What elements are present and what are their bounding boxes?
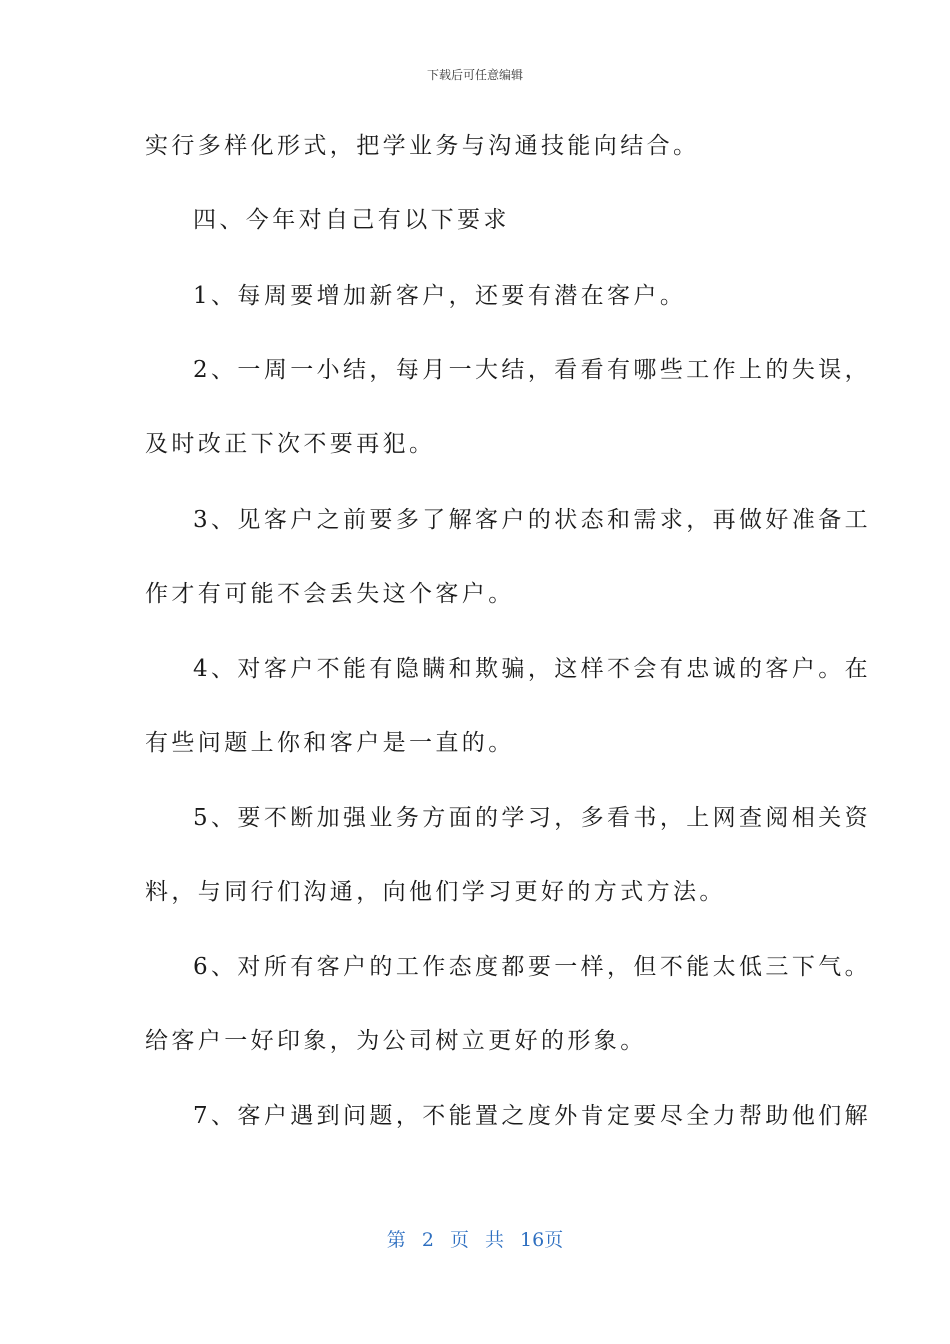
- list-item-4: 4、对客户不能有隐瞒和欺骗，这样不会有忠诚的客户。在: [193, 656, 872, 682]
- page-footer: 第 2 页 共 16页: [386, 1229, 564, 1251]
- list-item-6-cont: 给客户一好印象，为公司树立更好的形象。: [145, 1028, 647, 1054]
- list-item-3: 3、见客户之前要多了解客户的状态和需求，再做好准备工: [193, 507, 872, 533]
- section-heading: 四、今年对自己有以下要求: [193, 207, 510, 233]
- list-item-2-cont: 及时改正下次不要再犯。: [145, 431, 436, 457]
- list-item-2: 2、一周一小结，每月一大结，看看有哪些工作上的失误，: [193, 357, 872, 383]
- list-item-4-cont: 有些问题上你和客户是一直的。: [145, 730, 515, 756]
- body-line-1: 实行多样化形式，把学业务与沟通技能向结合。: [145, 133, 700, 159]
- list-item-1: 1、每周要增加新客户，还要有潜在客户。: [193, 283, 687, 309]
- list-item-3-cont: 作才有可能不会丢失这个客户。: [145, 581, 515, 607]
- list-item-5-cont: 料，与同行们沟通，向他们学习更好的方式方法。: [145, 879, 726, 905]
- list-item-6: 6、对所有客户的工作态度都要一样，但不能太低三下气。: [193, 954, 872, 980]
- list-item-5: 5、要不断加强业务方面的学习，多看书，上网查阅相关资: [193, 805, 872, 831]
- list-item-7: 7、客户遇到问题，不能置之度外肯定要尽全力帮助他们解: [193, 1103, 872, 1129]
- page-header: 下载后可任意编辑: [426, 68, 523, 82]
